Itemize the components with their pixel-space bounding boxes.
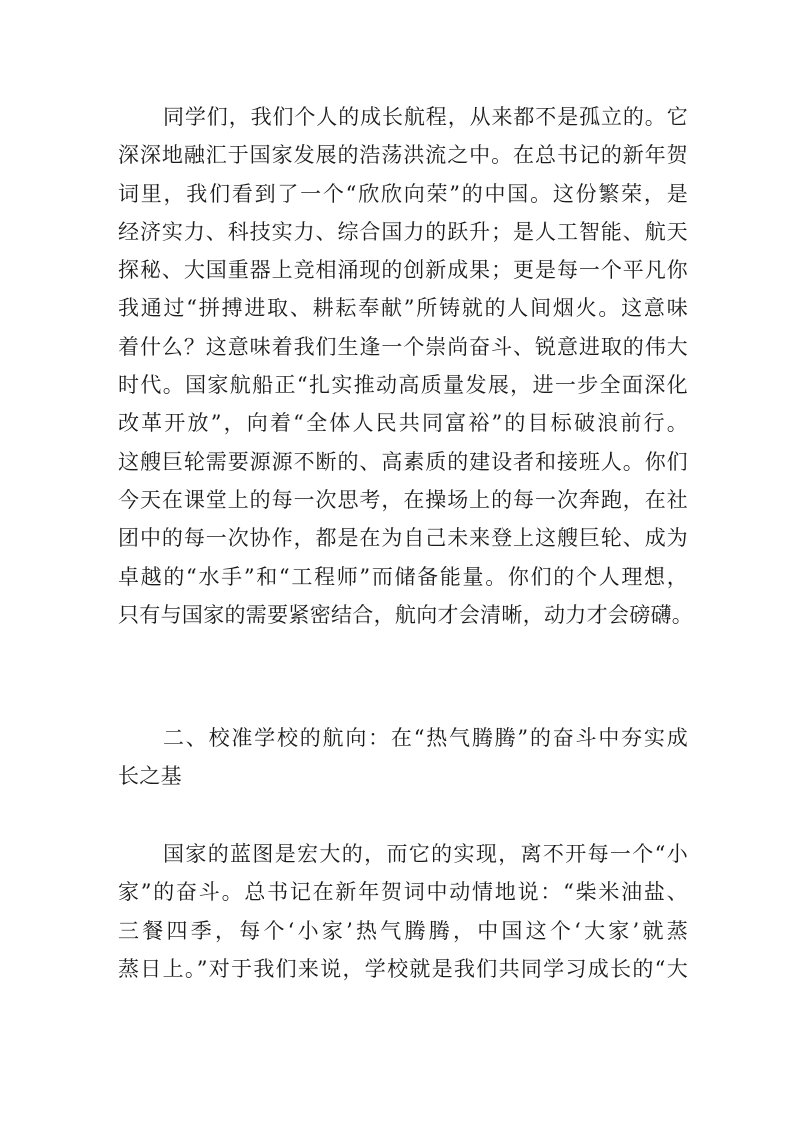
paragraph-growth-and-nation	[118, 98, 694, 634]
paragraph-line: 着什么？这意味着我们生逢一个崇尚奋斗、锐意进取的伟大	[118, 334, 688, 359]
heading-line: 二、校准学校的航向：在“热气腾腾”的奋斗中夯实成	[163, 726, 688, 750]
paragraph-line: 经济实力、科技实力、综合国力的跃升；是人工智能、航天	[118, 219, 688, 244]
heading-line: 长之基	[118, 764, 182, 789]
paragraph-line: 同学们，我们个人的成长航程，从来都不是孤立的。它	[163, 105, 688, 129]
section-heading-school-direction	[118, 719, 688, 796]
paragraph-line: 词里，我们看到了一个“欣欣向荣”的中国。这份繁荣，是	[118, 181, 688, 206]
paragraph-line: 改革开放”，向着“全体人民共同富裕”的目标破浪前行。	[118, 411, 688, 436]
paragraph-line: 时代。国家航船正“扎实推动高质量发展，进一步全面深化	[118, 373, 688, 398]
paragraph-line: 今天在课堂上的每一次思考，在操场上的每一次奔跑，在社	[118, 487, 688, 512]
paragraph-line: 探秘、大国重器上竞相涌现的创新成果；更是每一个平凡你	[118, 258, 688, 283]
paragraph-line: 国家的蓝图是宏大的，而它的实现，离不开每一个“小	[163, 842, 688, 866]
paragraph-line: 三餐四季，每个‘小家’热气腾腾，中国这个‘大家’就蒸	[118, 918, 688, 943]
paragraph-line: 深深地融汇于国家发展的浩荡洪流之中。在总书记的新年贺	[118, 143, 688, 168]
paragraph-line: 我通过“拼搏进取、耕耘奉献”所铸就的人间烟火。这意味	[118, 296, 688, 321]
paragraph-national-blueprint	[118, 835, 688, 988]
paragraph-line: 卓越的“水手”和“工程师”而储备能量。你们的个人理想，	[118, 564, 688, 589]
paragraph-line: 家”的奋斗。总书记在新年贺词中动情地说：“柴米油盐、	[118, 880, 688, 905]
paragraph-line: 这艘巨轮需要源源不断的、高素质的建设者和接班人。你们	[118, 449, 688, 474]
paragraph-line: 团中的每一次协作，都是在为自己未来登上这艘巨轮、成为	[118, 526, 688, 551]
paragraph-line: 蒸日上。”对于我们来说，学校就是我们共同学习成长的“大	[118, 956, 688, 981]
paragraph-line: 只有与国家的需要紧密结合，航向才会清晰，动力才会磅礴。	[118, 602, 694, 627]
